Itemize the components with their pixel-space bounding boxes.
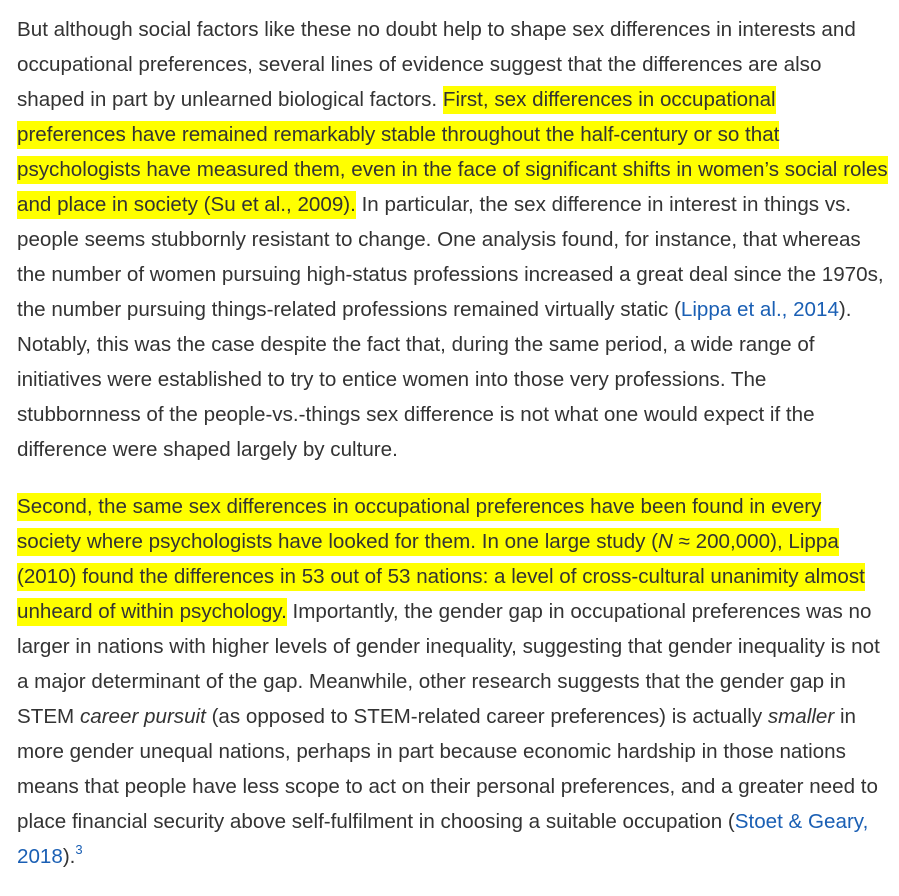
- paragraph-intro-text: But although social factors like these no doubt help to shape sex differences in interests and occupational preferences, several lines of evidence suggest that the differences are also shaped in part by unlearned biological factors.: [17, 18, 856, 111]
- paragraph-text: In particular, the sex difference in interest in things vs. people seems stubbornly resistant to change. One analysis found, for instance, that whereas the number of women pursuing high-status professions increased a great deal since the 1970s, the number pursuing things-related professions remained virtually static (: [17, 193, 884, 321]
- paragraph-text: ). Notably, this was the case despite the fact that, during the same period, a wide range of initiatives were established to try to entice women into those very professions. The stubbornness of the people-vs.-things sex difference is not what one would expect if the difference were shaped largely by culture.: [17, 298, 852, 461]
- emphasis-career-pursuit: career pursuit: [79, 705, 206, 728]
- citation-link-lippa-2014[interactable]: Lippa et al., 2014: [680, 298, 839, 321]
- sample-size-symbol: N: [658, 530, 673, 553]
- citation-link-stoet-geary-2018[interactable]: Stoet & Geary, 2018: [17, 810, 869, 868]
- paragraph-second-evidence: [17, 489, 889, 874]
- footnote-marker: [75, 842, 82, 857]
- emphasis-smaller: smaller: [767, 705, 835, 728]
- paragraph-text: ).: [62, 845, 76, 868]
- paragraph-text: (as opposed to STEM-related career preferences) is actually: [205, 705, 768, 728]
- paragraph-text: Importantly, the gender gap in occupational preferences was no larger in nations with higher levels of gender inequality, suggesting that gender inequality is not a major determinant of the gap. Meanwhile, other research suggests that the gender gap in STEM: [17, 600, 880, 728]
- article-body: [17, 12, 889, 896]
- highlight-text: Second, the same sex differences in occupational preferences have been found in every society where psychologists have looked for them. In one large study (: [17, 495, 822, 553]
- paragraph-first-evidence: [17, 12, 889, 467]
- footnote-link-3[interactable]: 3: [75, 842, 83, 857]
- paragraph-text: in more gender unequal nations, perhaps in part because economic hardship in those nations means that people have less scope to act on their personal preferences, and a greater need to place financial security above self-fulfilment in choosing a suitable occupation (: [17, 705, 878, 833]
- highlighted-sentence: First, sex differences in occupational preferences have remained remarkably stable throughout the half-century or so that psychologists have measured them, even in the face of significant shifts in women’s social roles and place in society (Su et al., 2009).: [17, 86, 888, 219]
- highlight-text: ≈ 200,000), Lippa (2010) found the differences in 53 out of 53 nations: a level of cross-cultural unanimity almost unheard of within psychology.: [17, 530, 865, 623]
